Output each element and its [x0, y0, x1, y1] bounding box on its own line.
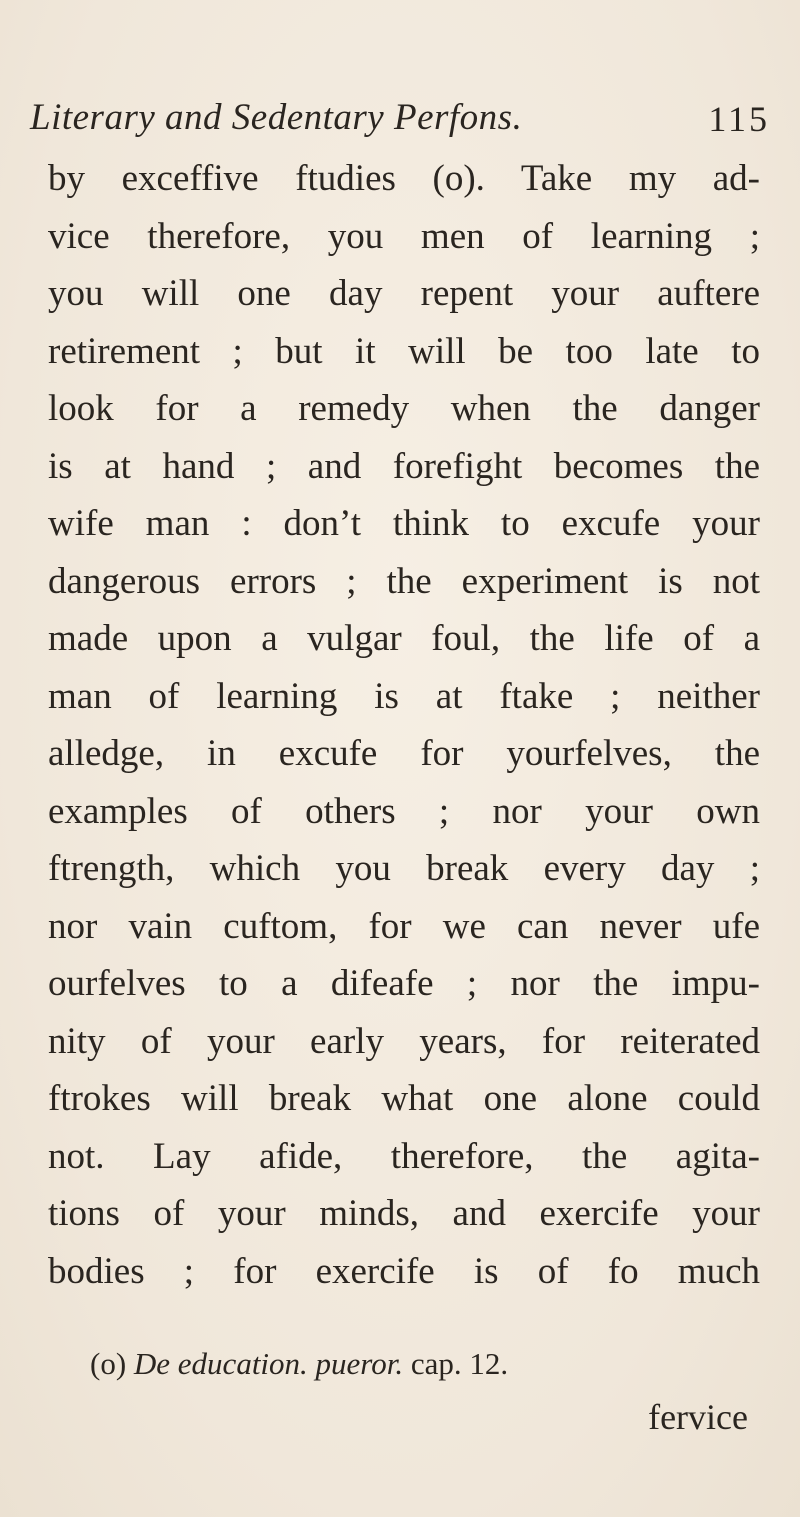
text-line: not. Lay afide, therefore, the agita-	[48, 1135, 760, 1177]
text-line: ftrength, which you break every day ;	[48, 848, 760, 889]
body-text	[48, 150, 760, 1300]
page-header	[30, 96, 780, 156]
text-line: look for a remedy when the danger	[48, 388, 760, 429]
text-line: nor vain cuftom, for we can never ufe	[48, 905, 760, 947]
footnote-marker: (o)	[90, 1346, 127, 1381]
footnote-title: De education. pueror.	[133, 1346, 404, 1381]
catchword: fervice	[648, 1397, 748, 1437]
text-line: retirement ; but it will be too late to	[48, 330, 760, 372]
text-line: alledge, in excufe for yourfelves, the	[48, 733, 760, 774]
text-line: nity of your early years, for reiterated	[48, 1020, 760, 1062]
footnote-reference: cap. 12.	[410, 1346, 509, 1381]
text-line: made upon a vulgar foul, the life of a	[48, 618, 760, 659]
text-line: by exceffive ftudies (o). Take my ad-	[48, 158, 760, 199]
text-line: vice therefore, you men of learning ;	[48, 215, 760, 257]
text-line: tions of your minds, and exercife your	[48, 1193, 760, 1234]
text-line: examples of others ; nor your own	[48, 790, 760, 832]
text-line: is at hand ; and forefight becomes the	[48, 445, 760, 487]
text-line: wife man : don’t think to excufe your	[48, 503, 760, 544]
text-line: dangerous errors ; the experiment is not	[48, 560, 760, 602]
footnote	[90, 1346, 508, 1382]
text-line: ftrokes will break what one alone could	[48, 1078, 760, 1119]
text-line: man of learning is at ftake ; neither	[48, 675, 760, 717]
text-line: bodies ; for exercife is of fo much	[48, 1250, 760, 1292]
text-line: ourfelves to a difeafe ; nor the impu-	[48, 963, 760, 1004]
running-title: Literary and Sedentary Perfons.	[30, 97, 523, 138]
text-line: you will one day repent your auftere	[48, 273, 760, 314]
page-number: 115	[708, 99, 770, 139]
